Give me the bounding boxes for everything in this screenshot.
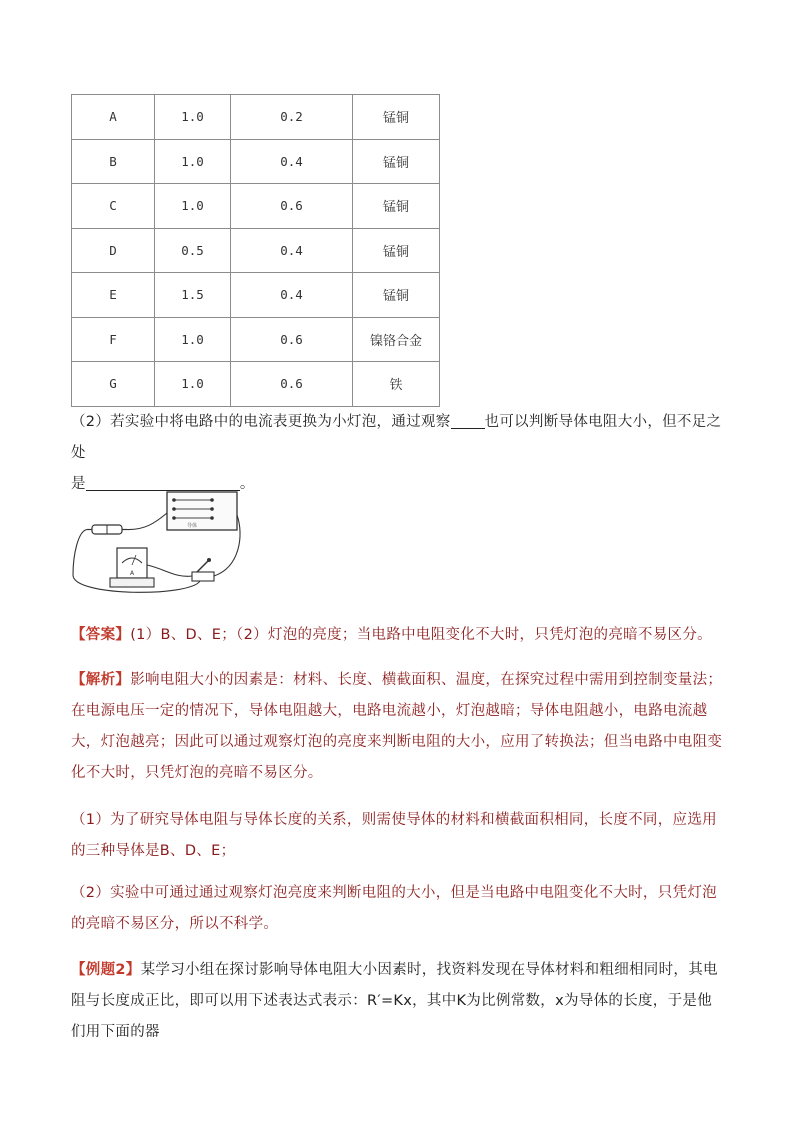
table-row	[72, 95, 440, 140]
table-cell: 1.0	[155, 362, 231, 407]
example-2-tag: 【例题2】	[71, 962, 141, 978]
table-cell: 铁	[353, 362, 440, 407]
table-cell: D	[72, 228, 155, 273]
answer-blank-1[interactable]	[451, 412, 485, 429]
example-2-text: 某学习小组在探讨影响导体电阻大小因素时，找资料发现在导体材料和粗细相同时，其电阻与长度成正比，即可以用下述表达式表示：R′=Kx，其中K为比例常数，x为导体的长度，于是他们用下面的器	[71, 962, 718, 1040]
table-cell: 1.0	[155, 95, 231, 140]
question-2-text-b: 也可以判断导体电阻大小，但不足之处	[71, 414, 722, 461]
table-cell: 锰铜	[353, 184, 440, 229]
answer-tag: 【答案】	[71, 627, 131, 643]
table-cell: 锰铜	[353, 95, 440, 140]
table-cell: 0.2	[231, 95, 353, 140]
table-row	[72, 228, 440, 273]
table-cell: 0.4	[231, 228, 353, 273]
table-cell: C	[72, 184, 155, 229]
question-2-text-a: （2）若实验中将电路中的电流表更换为小灯泡，通过观察	[71, 414, 451, 430]
table-cell: B	[72, 139, 155, 184]
table-cell: 1.0	[155, 317, 231, 362]
table-cell: G	[72, 362, 155, 407]
table-cell: 0.6	[231, 184, 353, 229]
table-cell: 0.6	[231, 362, 353, 407]
question-2-text-d: 。	[239, 476, 255, 492]
table-cell: 0.6	[231, 317, 353, 362]
table-row	[72, 317, 440, 362]
table-cell: 镍铬合金	[353, 317, 440, 362]
table-cell: A	[72, 95, 155, 140]
table-row	[72, 362, 440, 407]
circuit-diagram	[70, 485, 245, 600]
table-row	[72, 184, 440, 229]
answer-text: (1）B、D、E；（2）灯泡的亮度；当电路中电阻变化不大时，只凭灯泡的亮暗不易区分。	[130, 627, 712, 643]
table-cell: 0.4	[231, 273, 353, 318]
table-cell: 1.5	[155, 273, 231, 318]
table-cell: 锰铜	[353, 228, 440, 273]
table-cell: 1.0	[155, 184, 231, 229]
table-cell: 0.4	[231, 139, 353, 184]
example-2-paragraph	[71, 955, 723, 1048]
answer-paragraph	[71, 620, 723, 651]
board-label: 导体	[186, 523, 198, 529]
table-cell: E	[72, 273, 155, 318]
part1-text: （1）为了研究导体电阻与导体长度的关系，则需使导体的材料和横截面积相同，长度不同，应选用的三种导体是B、D、E；	[71, 812, 717, 859]
table-cell: F	[72, 317, 155, 362]
table-cell: 1.0	[155, 139, 231, 184]
table-cell: 锰铜	[353, 273, 440, 318]
conductor-table	[71, 94, 440, 407]
table-row	[72, 273, 440, 318]
table-cell: 锰铜	[353, 139, 440, 184]
part1-paragraph	[71, 805, 723, 867]
question-2-text-c: 是	[71, 476, 86, 492]
table-row	[72, 139, 440, 184]
table-cell: 0.5	[155, 228, 231, 273]
analysis-paragraph	[71, 665, 723, 789]
analysis-tag: 【解析】	[71, 672, 131, 688]
part2-text: （2）实验中可通过通过观察灯泡亮度来判断电阻的大小，但是当电路中电阻变化不大时，只凭灯泡的亮暗不易区分，所以不科学。	[71, 885, 717, 932]
ammeter-label: A	[129, 570, 135, 577]
analysis-text: 影响电阻大小的因素是：材料、长度、横截面积、温度，在探究过程中需用到控制变量法；在电源电压一定的情况下，导体电阻越大，电路电流越小，灯泡越暗；导体电阻越小，电路电流越大，灯泡越亮；因此可以通过观察灯泡的亮度来判断电阻的大小，应用了转换法；但当电路中电阻变化不大时，只凭灯泡的亮暗不易区分。	[71, 672, 723, 781]
part2-paragraph	[71, 878, 723, 940]
